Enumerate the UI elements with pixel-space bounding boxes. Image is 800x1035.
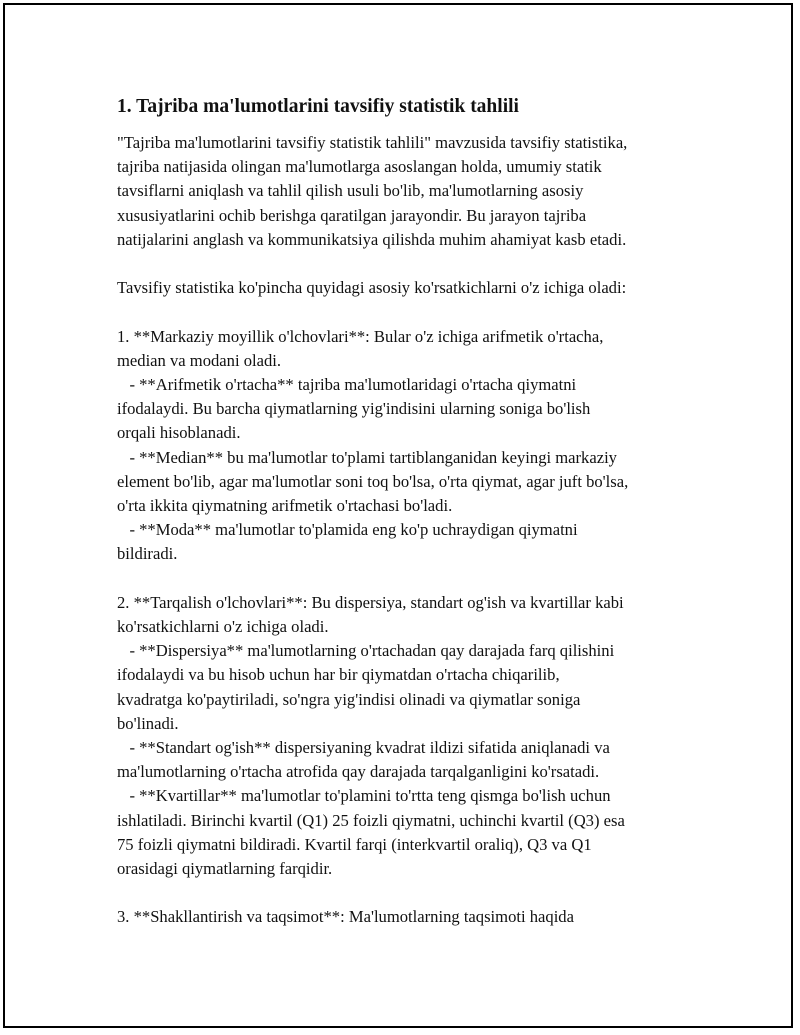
text-line: ma'lumotlarning o'rtacha atrofida qay darajada tarqalganligini ko'rsatadi. [117, 762, 600, 782]
text-line: - **Moda** ma'lumotlar to'plamida eng ko'p uchraydigan qiymatni [117, 520, 578, 540]
list-item-central-tendency [117, 325, 697, 567]
text-line: ishlatiladi. Birinchi kvartil (Q1) 25 foizli qiymatni, uchinchi kvartil (Q3) esa [117, 810, 625, 830]
intro-paragraph [117, 131, 697, 252]
text-line: o'rta ikkita qiymatning arifmetik o'rtachasi bo'ladi. [117, 496, 453, 516]
text-line: ifodalaydi. Bu barcha qiymatlarning yig'indisini ularning soniga bo'lish [117, 399, 591, 419]
text-line: bildiradi. [117, 544, 178, 564]
text-line: "Tajriba ma'lumotlarini tavsifiy statistik tahlili" mavzusida tavsifiy statistika, [117, 133, 628, 152]
paragraph-gap [117, 252, 697, 276]
text-line: orasidagi qiymatlarning farqidir. [117, 859, 333, 879]
text-line: 3. **Shakllantirish va taqsimot**: Ma'lumotlarning taqsimoti haqida [117, 907, 574, 927]
text-line: - **Dispersiya** ma'lumotlarning o'rtachadan qay darajada farq qilishini [117, 641, 615, 661]
list-item-distribution [117, 905, 697, 929]
text-line: bo'linadi. [117, 713, 179, 733]
text-line: xususiyatlarini ochib berishga qaratilgan jarayondir. Bu jarayon tajriba [117, 205, 587, 225]
document-body [117, 94, 697, 930]
section-heading: 1. Tajriba ma'lumotlarini tavsifiy statistik tahlili [117, 96, 519, 117]
text-line: - **Arifmetik o'rtacha** tajriba ma'lumotlaridagi o'rtacha qiymatni [117, 375, 577, 394]
text-line: - **Kvartillar** ma'lumotlar to'plamini to'rtta teng qismga bo'lish uchun [117, 786, 611, 806]
text-line: - **Median** bu ma'lumotlar to'plami tartiblanganidan keyingi markaziy [117, 447, 617, 467]
list-item-dispersion [117, 591, 697, 881]
text-line: ko'rsatkichlarni o'z ichiga oladi. [117, 617, 329, 637]
text-line: 1. **Markaziy moyillik o'lchovlari**: Bular o'z ichiga arifmetik o'rtacha, [117, 326, 604, 346]
lead-paragraph [117, 276, 697, 300]
text-line: element bo'lib, agar ma'lumotlar soni toq bo'lsa, o'rta qiymat, agar juft bo'lsa, [117, 471, 629, 491]
text-line: ifodalaydi va bu hisob uchun har bir qiymatdan o'rtacha chiqarilib, [117, 665, 560, 685]
text-line: median va modani oladi. [117, 350, 282, 370]
text-line: 2. **Tarqalish o'lchovlari**: Bu dispersiya, standart og'ish va kvartillar kabi [117, 592, 624, 612]
paragraph-gap [117, 881, 697, 905]
paragraph-gap [117, 567, 697, 591]
text-line: natijalarini anglash va kommunikatsiya qilishda muhim ahamiyat kasb etadi. [117, 229, 627, 249]
text-line: tavsiflarni aniqlash va tahlil qilish usuli bo'lib, ma'lumotlarning asosiy [117, 181, 584, 201]
text-line: Tavsifiy statistika ko'pincha quyidagi asosiy ko'rsatkichlarni o'z ichiga oladi: [117, 278, 627, 298]
paragraph-gap [117, 300, 697, 324]
text-line: tajriba natijasida olingan ma'lumotlarga asoslangan holda, umumiy statik [117, 157, 602, 177]
text-line: kvadratga ko'paytiriladi, so'ngra yig'indisi olinadi va qiymatlar soniga [117, 689, 581, 709]
text-line: 75 foizli qiymatni bildiradi. Kvartil farqi (interkvartil oraliq), Q3 va Q1 [117, 834, 592, 854]
text-line: - **Standart og'ish** dispersiyaning kvadrat ildizi sifatida aniqlanadi va [117, 738, 610, 758]
text-line: orqali hisoblanadi. [117, 423, 241, 443]
